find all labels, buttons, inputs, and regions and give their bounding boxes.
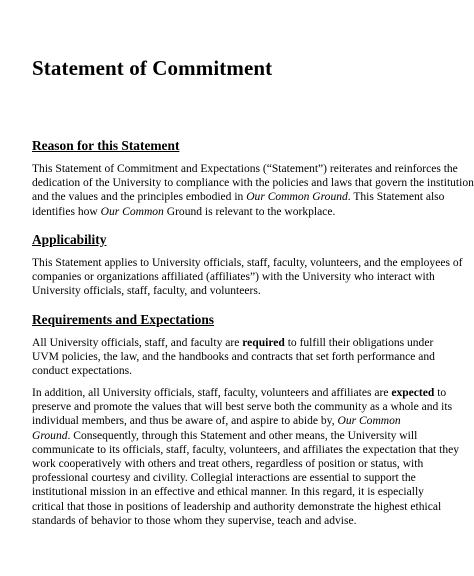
bold-term: expected xyxy=(391,387,435,399)
text-line: work cooperatively with others and treat others, regardless of position or status, with xyxy=(32,458,424,471)
text-line: This Statement applies to University officials, staff, faculty, volunteers, and the employees of xyxy=(32,257,463,269)
text-line: institutional mission in an effective and ethical manner. In this regard, it is especially xyxy=(32,486,424,499)
document-title: Statement of Commitment xyxy=(32,56,273,80)
text-line: University officials, staff, faculty, and volunteers. xyxy=(32,285,261,298)
text-line: All University officials, staff, and faculty are required to fulfill their obligations under xyxy=(32,337,434,349)
text-line: communicate to its officials, staff, faculty, volunteers, and affiliates the expectation that they xyxy=(32,443,459,456)
text-line: preserve and promote the values that will best serve both the community as a whole and its xyxy=(32,401,453,414)
paragraph-applicability xyxy=(32,256,463,299)
text-line: and the values and the principles embodied in Our Common Ground. This Statement also xyxy=(32,191,445,204)
text-line: This Statement of Commitment and Expectations (“Statement”) reiterates and reinforces the xyxy=(32,163,458,175)
paragraph-reason xyxy=(32,162,474,219)
section-heading-applicability: Applicability xyxy=(32,232,107,247)
italic-term: Our Common xyxy=(100,205,164,218)
text-line: standards of behavior to those whom they supervise, teach and advise. xyxy=(32,514,357,527)
paragraph-in-addition xyxy=(32,386,459,528)
italic-term: Our Common Ground xyxy=(246,191,348,204)
text-line: dedication of the University to compliance with the policies and laws that govern the institution xyxy=(32,177,474,190)
section-heading-reason: Reason for this Statement xyxy=(32,138,180,153)
italic-term: Ground xyxy=(32,429,68,442)
text-line: UVM policies, the law, and the handbooks and contracts that set forth performance and xyxy=(32,351,435,364)
paragraph-requirements xyxy=(32,336,452,379)
text-line: In addition, all University officials, staff, faculty, volunteers and affiliates are expected to xyxy=(32,387,447,399)
text-line: professional courtesy and civility. Collegial interactions are essential to support the xyxy=(32,472,416,485)
text-line: critical that those in positions of leadership and authority demonstrate the highest ethical xyxy=(32,500,442,513)
section-heading-requirements: Requirements and Expectations xyxy=(32,312,215,327)
text-line: companies or organizations affiliated (affiliates”) with the University who interact with xyxy=(32,271,435,284)
text-line: Ground. Consequently, through this Statement and other means, the University will xyxy=(32,429,418,442)
text-line: conduct expectations. xyxy=(32,365,133,378)
italic-term: Our Common xyxy=(337,415,401,428)
text-line: individual members, and thus be aware of, and aspire to abide by, Our Common xyxy=(32,415,401,428)
text-line: identifies how Our Common Ground is relevant to the workplace. xyxy=(32,205,336,218)
bold-term: required xyxy=(242,337,285,349)
